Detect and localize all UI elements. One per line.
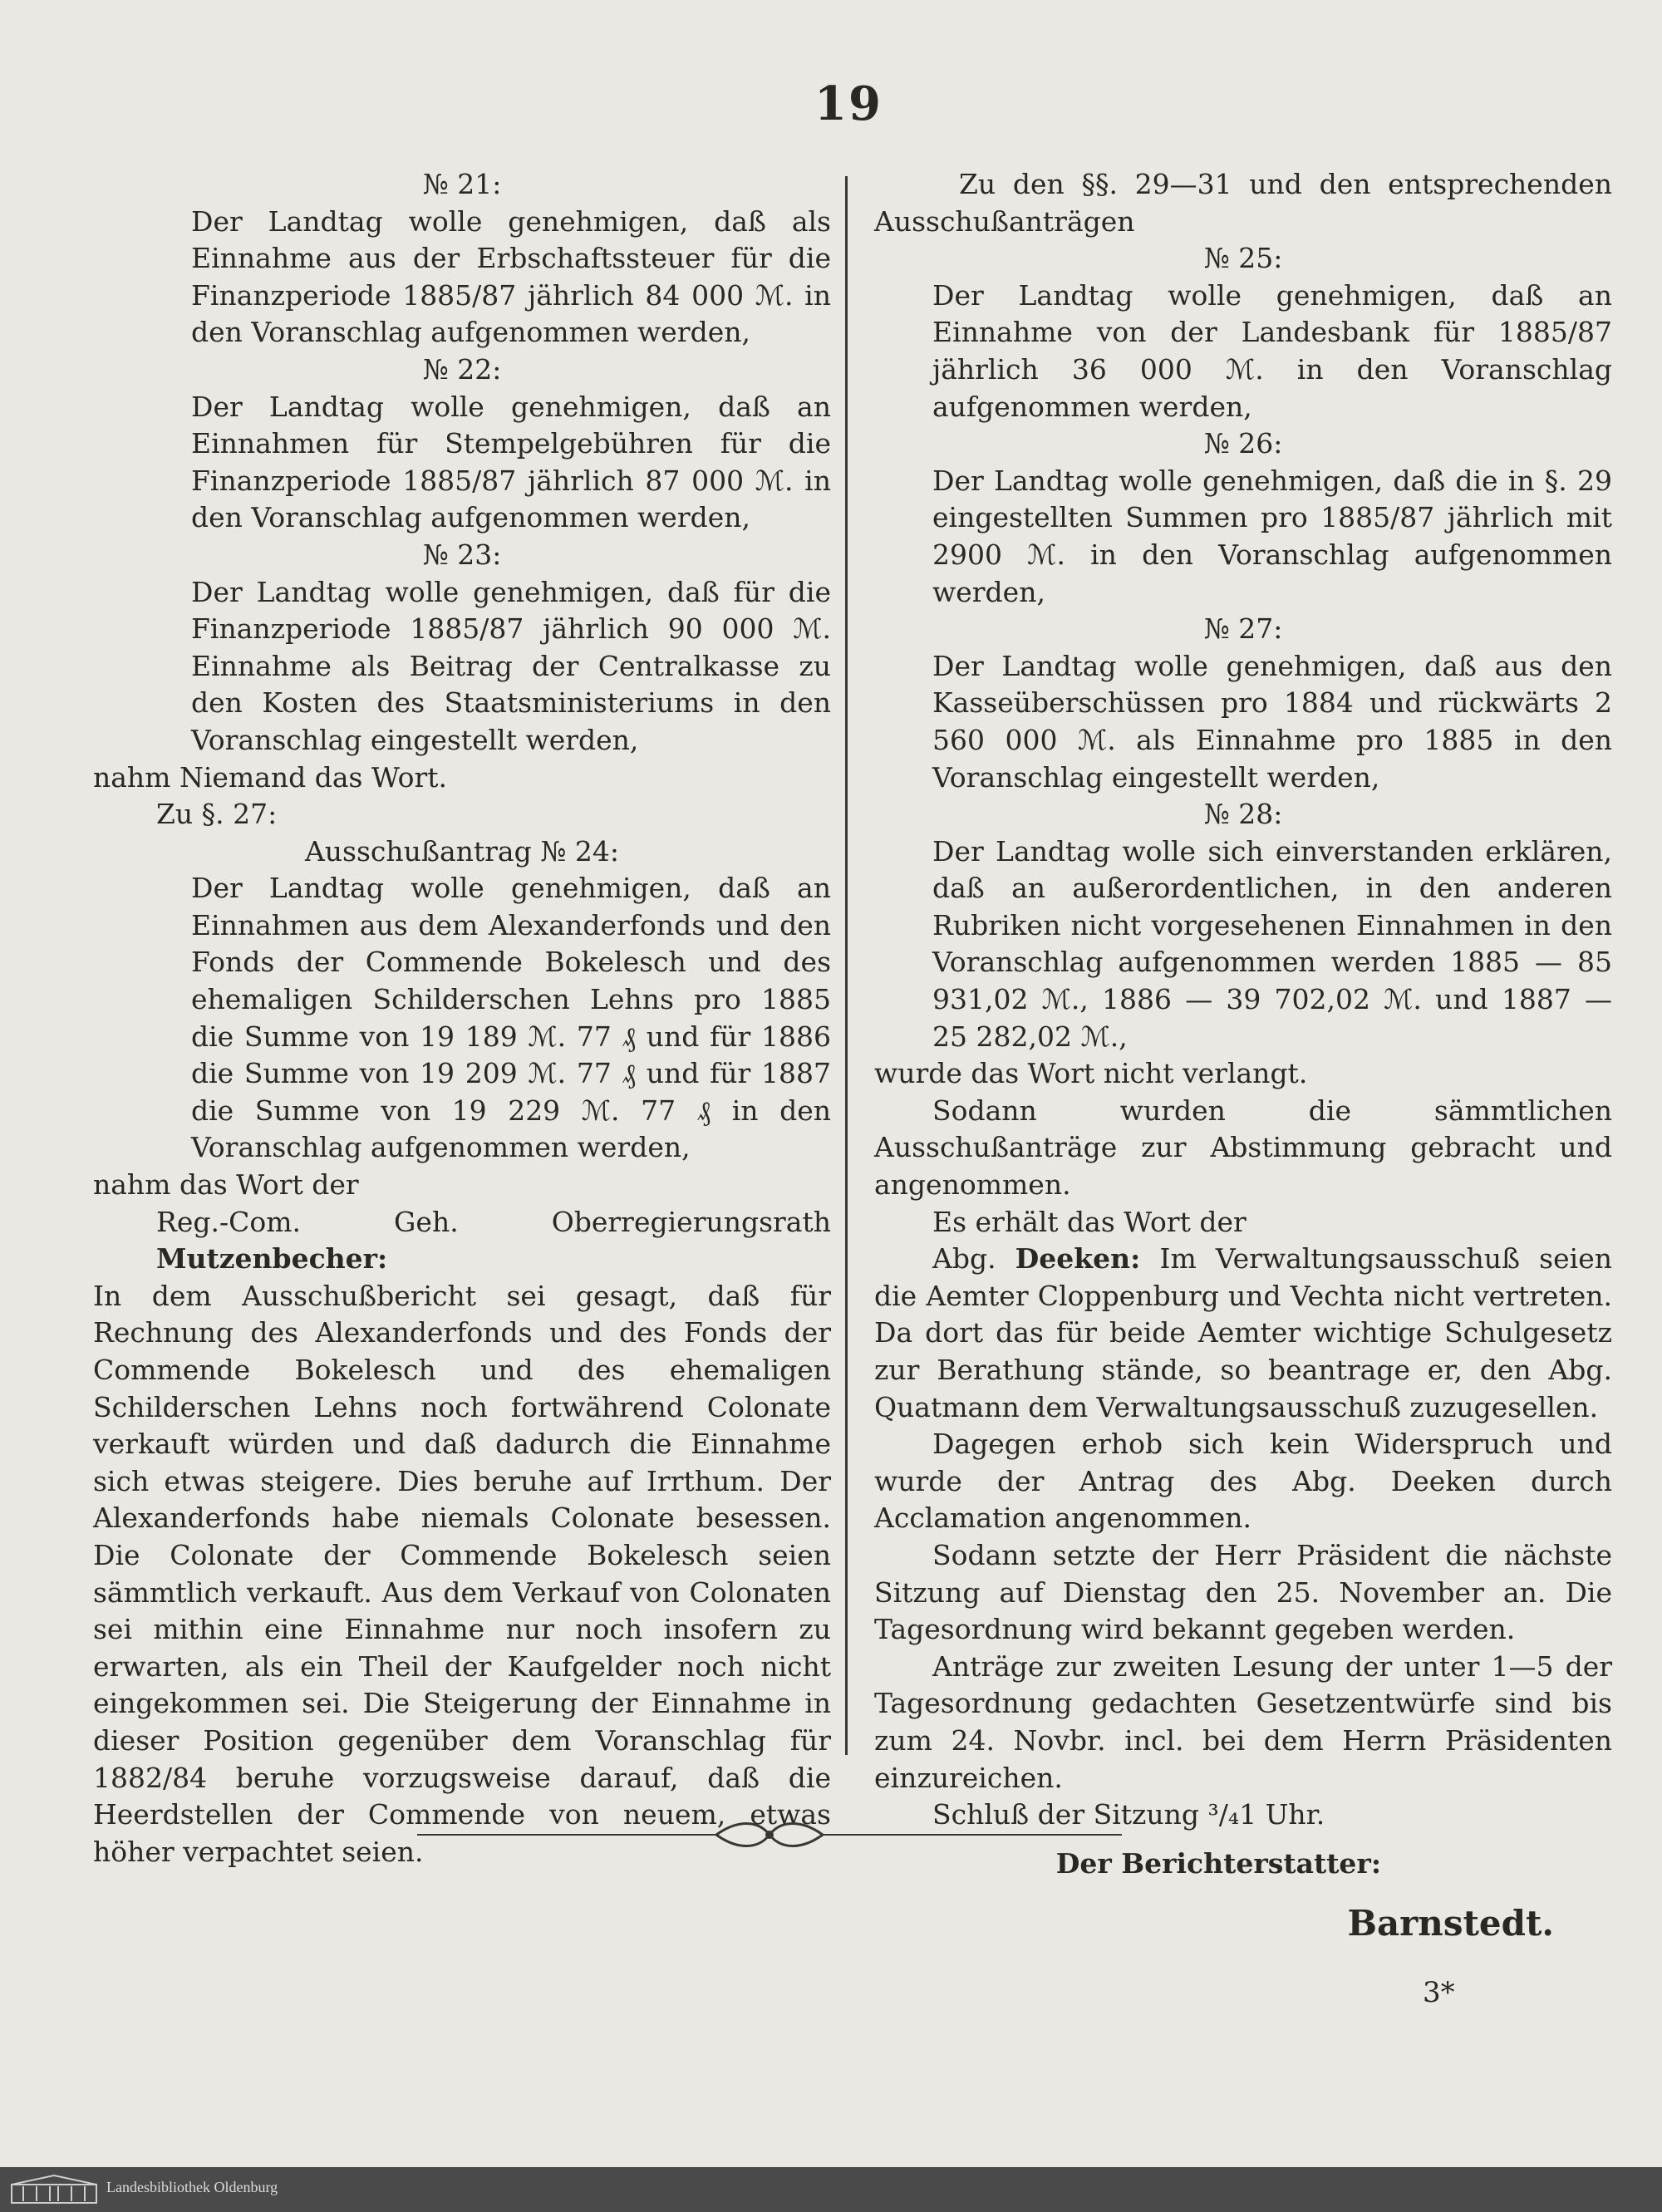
floor-taken: nahm das Wort der: [93, 1168, 359, 1202]
motion-text-27: Der Landtag wolle genehmigen, daß aus den Kasseüberschüssen pro 1884 und rückwärts 2 560 000 ℳ. als Einnahme pro 1885 in den Voranschlag eingestellt werden,: [932, 649, 1612, 794]
library-name: Landesbibliothek Oldenburg: [106, 2179, 278, 2195]
motion-text-28: Der Landtag wolle sich einverstanden erklären, daß an außerordentlichen, in den anderen Rubriken nicht vorgesehenen Einnahmen in den Voranschlag aufgenommen werden 1885 — 85 931,02 ℳ., 1886 — 39 702,02 ℳ. und 1887 — 25 282,02 ℳ.,: [932, 834, 1612, 1053]
library-building-icon: [8, 2173, 100, 2206]
motion-text-25: Der Landtag wolle genehmigen, daß an Einnahme von der Landesbank für 1885/87 jährlich 36 000 ℳ. in den Voranschlag aufgenommen werden,: [932, 278, 1612, 423]
speaker-name: Mutzenbecher:: [156, 1242, 388, 1276]
motion-text-26: Der Landtag wolle genehmigen, daß die in §. 29 eingestellten Summen pro 1885/87 jährlich mit 2900 ℳ. in den Voranschlag aufgenommen werden,: [932, 464, 1612, 608]
ornament-divider: [417, 1818, 1122, 1851]
left-column: [93, 166, 831, 1870]
rapporteur-name: Barnstedt.: [1347, 1903, 1554, 1944]
column-divider: [845, 176, 848, 1755]
deeken-statement: [874, 1241, 1612, 1426]
right-column: [874, 166, 1612, 1943]
motion-number-24: Ausschußantrag № 24:: [304, 834, 620, 868]
abg-name: Deeken:: [1015, 1242, 1141, 1276]
vote-paragraph: Sodann wurden die sämmtlichen Ausschußanträge zur Abstimmung gebracht und angenommen.: [874, 1094, 1612, 1202]
motion-text-22: Der Landtag wolle genehmigen, daß an Einnahmen für Stempelgebühren für die Finanzperiode 1885/87 jährlich 87 000 ℳ. in den Voranschlag aufgenommen werden,: [191, 390, 831, 534]
motion-number-27: № 27:: [1203, 612, 1283, 646]
speaker-title: Reg.-Com. Geh. Oberregierungsrath: [156, 1205, 831, 1238]
motion-text-23: Der Landtag wolle genehmigen, daß für die Finanzperiode 1885/87 jährlich 90 000 ℳ. Einnahme als Beitrag der Centralkasse zu den Kosten des Staatsministeriums in den Voranschlag eingestellt werden,: [191, 575, 831, 756]
motion-number-23: № 23:: [422, 538, 502, 571]
section-27-heading: Zu §. 27:: [156, 798, 278, 831]
deeken-speech: Im Verwaltungsausschuß seien die Aemter Cloppenburg und Vechta nicht vertreten. Da dort das für beide Aemter wichtige Schulgesetz zur Berathung stände, so beantrage er, den Abg. Quatmann dem Verwaltungsausschuß zuzugesellen.: [874, 1242, 1612, 1423]
motion-number-21: № 21:: [422, 168, 502, 200]
rapporteur-label: Der Berichterstatter:: [1055, 1846, 1381, 1880]
motion-text-24: Der Landtag wolle genehmigen, daß an Einnahmen aus dem Alexanderfonds und den Fonds der Commende Bokelesch und des ehemaligen Schilderschen Lehns pro 1885 die Summe von 19 189 ℳ. 77 ₰ und für 1886 die Summe von 19 209 ℳ. 77 ₰ und für 1887 die Summe von 19 229 ℳ. 77 ₰ in den Voranschlag aufgenommen werden,: [191, 872, 831, 1164]
page-number: 19: [814, 76, 883, 131]
speaker-statement: In dem Ausschußbericht sei gesagt, daß für Rechnung des Alexanderfonds und des Fonds der Commende Bokelesch und des ehemaligen Schilderschen Lehns noch fortwährend Colonate verkauft würden und daß dadurch die Einnahme sich etwas steigere. Dies beruhe auf Irrthum. Der Alexanderfonds habe niemals Colonate besessen. Die Colonate der Commende Bokelesch seien sämmtlich verkauft. Aus dem Verkauf von Colonaten sei mithin eine Einnahme nur noch insofern zu erwarten, als ein Theil der Kaufgelder noch nicht eingekommen sei. Die Steigerung der Einnahme in dieser Position gegenüber dem Voranschlag für 1882/84 beruhe vorzugsweise darauf, daß die Heerdstellen der Commende von neuem, etwas höher verpachtet seien.: [93, 1279, 831, 1868]
acclamation-paragraph: Dagegen erhob sich kein Widerspruch und wurde der Antrag des Abg. Deeken durch Acclamation angenommen.: [874, 1428, 1612, 1535]
motion-text-21: Der Landtag wolle genehmigen, daß als Einnahme aus der Erbschaftssteuer für die Finanzperiode 1885/87 jährlich 84 000 ℳ. in den Voranschlag aufgenommen werden,: [191, 204, 831, 349]
floor-not-requested: wurde das Wort nicht verlangt.: [874, 1057, 1308, 1090]
motion-number-25: № 25:: [1203, 242, 1283, 275]
next-session-paragraph: Sodann setzte der Herr Präsident die nächste Sitzung auf Dienstag den 25. November an. Die Tagesordnung wird bekannt gegeben werden.: [874, 1538, 1612, 1646]
motion-number-26: № 26:: [1203, 427, 1283, 460]
abg-label: Abg.: [932, 1242, 996, 1276]
nobody-spoke: nahm Niemand das Wort.: [93, 760, 448, 794]
sections-29-31-intro: Zu den §§. 29—31 und den entsprechenden Ausschußanträgen: [874, 168, 1612, 238]
closing-line: Schluß der Sitzung ³/₄1 Uhr.: [932, 1798, 1325, 1831]
motions-paragraph: Anträge zur zweiten Lesung der unter 1—5 der Tagesordnung gedachten Gesetzentwürfe sind bis zum 24. Novbr. incl. bei dem Herrn Präsidenten einzureichen.: [874, 1649, 1612, 1794]
speaker-line: [93, 1204, 831, 1278]
motion-number-22: № 22:: [422, 352, 502, 386]
motion-number-28: № 28:: [1203, 798, 1283, 831]
library-footer-bar: [0, 2167, 1662, 2212]
floor-given: Es erhält das Wort der: [932, 1205, 1246, 1238]
signature-mark: 3*: [1423, 1976, 1455, 2009]
